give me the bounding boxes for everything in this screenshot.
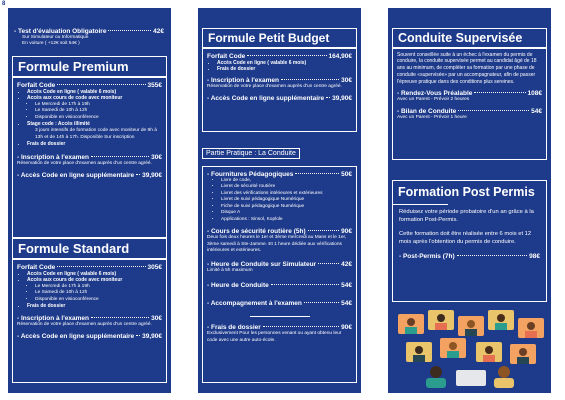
standard-sub-item: • Le Samedi de 10h à 12h: [35, 290, 162, 296]
standard-forfait-label: Forfait Code: [17, 263, 56, 271]
heure-sim-price: 42€: [341, 260, 352, 268]
premium-stage-title: • Stage code : Accès illimité: [27, 121, 162, 128]
petit-budget-inscription-label: - Inscription à l'examen: [207, 77, 279, 84]
premium-sub-item: • Le Samedi de 10h à 12h: [35, 108, 162, 114]
fournitures-price: 50€: [341, 171, 352, 178]
standard-title: Formule Standard: [18, 241, 130, 256]
partie-pratique-tag: [202, 142, 300, 160]
panel-conduite-post-permis: [388, 8, 551, 393]
test-eval-label: - Test d'évaluation Obligatoire: [14, 28, 107, 35]
frais-label: - Frais de dossier: [207, 324, 261, 332]
premium-forfait-label: Forfait Code: [17, 81, 56, 89]
post-permis-text-2: Cette formation doit être réalisée entre 6 mois et 12 mois après l'obtention du permis de conduire.: [399, 230, 532, 245]
standard-acces-supp-label: - Accès Code en ligne supplémentaire: [17, 332, 135, 340]
standard-forfait-price: 305€: [147, 263, 162, 271]
partie-pratique-label: Partie Pratique : La Conduite: [202, 148, 300, 159]
petit-budget-item: • Frais de dossier: [217, 66, 352, 73]
video-tile: [406, 342, 432, 362]
premium-forfait-price: 355€: [147, 81, 162, 89]
cours-note: Deux fois deux heures le 1er et 3ème mercredi au Mans et le 1er, 3ème samedi à Ste-Jamme. Et 1 heure dédiée aux vérifications intérieures et extérieures.: [207, 235, 347, 254]
standard-inscription-note: Réservation de votre place d'examen auprès d'un centre agréé.: [17, 322, 152, 328]
premium-acces-supp-price: 39,90€: [142, 172, 162, 180]
fournitures-label: - Fournitures Pédagogiques: [207, 171, 294, 178]
test-eval-item: Sur Simulateur ou Informatique: [22, 35, 89, 40]
heure-sim-label: - Heure de Conduite sur Simulateur: [207, 260, 317, 268]
post-permis-label: - Post-Permis (7h): [399, 252, 455, 260]
petit-budget-item: • Accès Code en ligne ( valable 6 mois): [217, 60, 352, 67]
divider: [250, 316, 310, 317]
premium-item: • Accès aux cours de code avec moniteur: [27, 95, 162, 102]
premium-box: [12, 56, 167, 238]
standard-frais: • Frais de dossier: [27, 303, 162, 310]
post-permis-price: 98€: [529, 252, 540, 260]
panel-formules-code: [8, 8, 171, 393]
conduite-supervisee-title: Conduite Supervisée: [398, 31, 523, 45]
cours-price: 90€: [341, 228, 352, 236]
standard-acces-supp-price: 39,90€: [142, 332, 162, 340]
accomp-price: 54€: [341, 300, 352, 308]
video-tile: [458, 316, 484, 336]
panel-petit-budget: [198, 8, 361, 393]
premium-title: Formule Premium: [18, 59, 129, 74]
petit-budget-forfait-price: 164,90€: [328, 52, 352, 60]
post-permis-text-1: Réduisez votre période probatoire d'un an grâce à la formation Post-Permis.: [399, 209, 534, 224]
standard-inscription-price: 30€: [151, 315, 162, 323]
cours-label: - Cours de sécurité routière (5h): [207, 228, 306, 236]
video-call-illustration: [396, 308, 546, 388]
test-eval-item: En voiture ( +12€ soit 54€ ): [22, 41, 80, 47]
conduite-supervisee-box: [392, 28, 547, 160]
petit-budget-inscription-price: 30€: [341, 77, 352, 84]
petit-budget-inscription-note: Réservation de votre place d'examen auprès d'un centre agréé.: [207, 84, 342, 89]
premium-inscription-note: Réservation de votre place d'examen auprès d'un centre agréé.: [17, 160, 152, 166]
heure-sim-note: Limité à 5h maximum: [207, 267, 253, 273]
fournitures-item: • Livret des vérifications intérieures et extérieures: [221, 191, 352, 197]
standard-item: • Accès aux cours de code avec moniteur: [27, 277, 162, 284]
bilan-label: - Bilan de Conduite: [397, 107, 457, 115]
rdv-price: 108€: [527, 90, 542, 98]
fournitures-item: • Disque A: [221, 210, 352, 216]
heure-price: 54€: [341, 282, 352, 290]
premium-stage-text: 3 jours intensifs de formation code avec moniteur de 9h à 13h et de 14h à 17h. Disponible Sur inscription: [35, 128, 157, 140]
fournitures-item: • Applications : Sinsol, Koplole: [221, 217, 352, 223]
standard-sub-item: • Disponible en visioconférence: [35, 297, 162, 303]
bilan-price: 54€: [531, 107, 542, 115]
petit-budget-box: [202, 28, 357, 132]
rdv-label: - Rendez-Vous Préalable: [397, 90, 473, 98]
premium-inscription-label: - Inscription à l'examen: [17, 153, 89, 161]
video-tile: [476, 342, 502, 362]
laptop-icon: [456, 370, 486, 386]
frais-price: 90€: [341, 324, 352, 332]
premium-frais: • Frais de dossier: [27, 141, 162, 148]
petit-budget-title: Formule Petit Budget: [208, 31, 330, 45]
video-tile: [428, 310, 454, 330]
premium-inscription-price: 30€: [151, 153, 162, 161]
fournitures-item: • Livre de code,: [221, 178, 352, 184]
heure-label: - Heure de Conduite: [207, 282, 269, 290]
premium-acces-supp-label: - Accès Code en ligne supplémentaire: [17, 172, 135, 180]
page-number: 8: [2, 1, 6, 7]
fournitures-item: • Fiche de suivi pédagogique Numérique: [221, 204, 352, 210]
standard-item: • Accès Code en ligne ( valable 6 mois): [27, 271, 162, 278]
post-permis-title: Formation Post Permis: [398, 185, 535, 199]
conduite-box: [202, 166, 357, 383]
post-permis-box: [392, 180, 547, 302]
standard-box: [12, 238, 167, 383]
standard-inscription-label: - Inscription à l'examen: [17, 315, 89, 323]
test-eval-price: 42€: [153, 28, 164, 35]
video-tile: [398, 314, 424, 334]
fournitures-item: • Livret de suivi pédagogique Numérique: [221, 197, 352, 203]
accomp-label: - Accompagnement à l'examen: [207, 300, 302, 308]
standard-sub-item: • Le Mercredi de 17h à 19h: [35, 284, 162, 290]
conduite-supervisee-text: Souvent conseillée suite à un échec à l'examen du permis de conduire, la conduite supervisée permet au candidat âgé de 18 ans au minimum, de compléter sa formation par une phase de conduite «supervisée» par un accompagnateur, afin de passer l'épreuve pratique dans des conditions plus sereines.: [397, 51, 537, 85]
bilan-note: Avec un Parent - Prévoir 1 heure: [397, 114, 467, 120]
premium-sub-item: • Le Mercredi de 17h à 19h: [35, 102, 162, 108]
petit-budget-acces-supp-price: 39,90€: [332, 95, 352, 103]
video-tile: [510, 344, 536, 364]
rdv-note: Avec un Parent - Prévoir 2 heures: [397, 97, 470, 103]
video-tile: [488, 310, 514, 330]
video-tile: [518, 318, 544, 338]
video-tile: [440, 338, 466, 358]
petit-budget-acces-supp-label: - Accès Code en ligne supplémentaire: [207, 95, 325, 103]
frais-note: Exclusivement Pour les personnes venant ou ayant obtenu leur code avec une autre auto-école.: [207, 331, 342, 343]
test-eval-section: [14, 28, 164, 48]
petit-budget-forfait-label: Forfait Code: [207, 52, 246, 60]
fournitures-item: • Livret de sécurité routière: [221, 184, 352, 190]
premium-item: • Accès Code en ligne ( valable 6 mois): [27, 89, 162, 96]
premium-sub-item: • Disponible en visioconférence: [35, 115, 162, 121]
